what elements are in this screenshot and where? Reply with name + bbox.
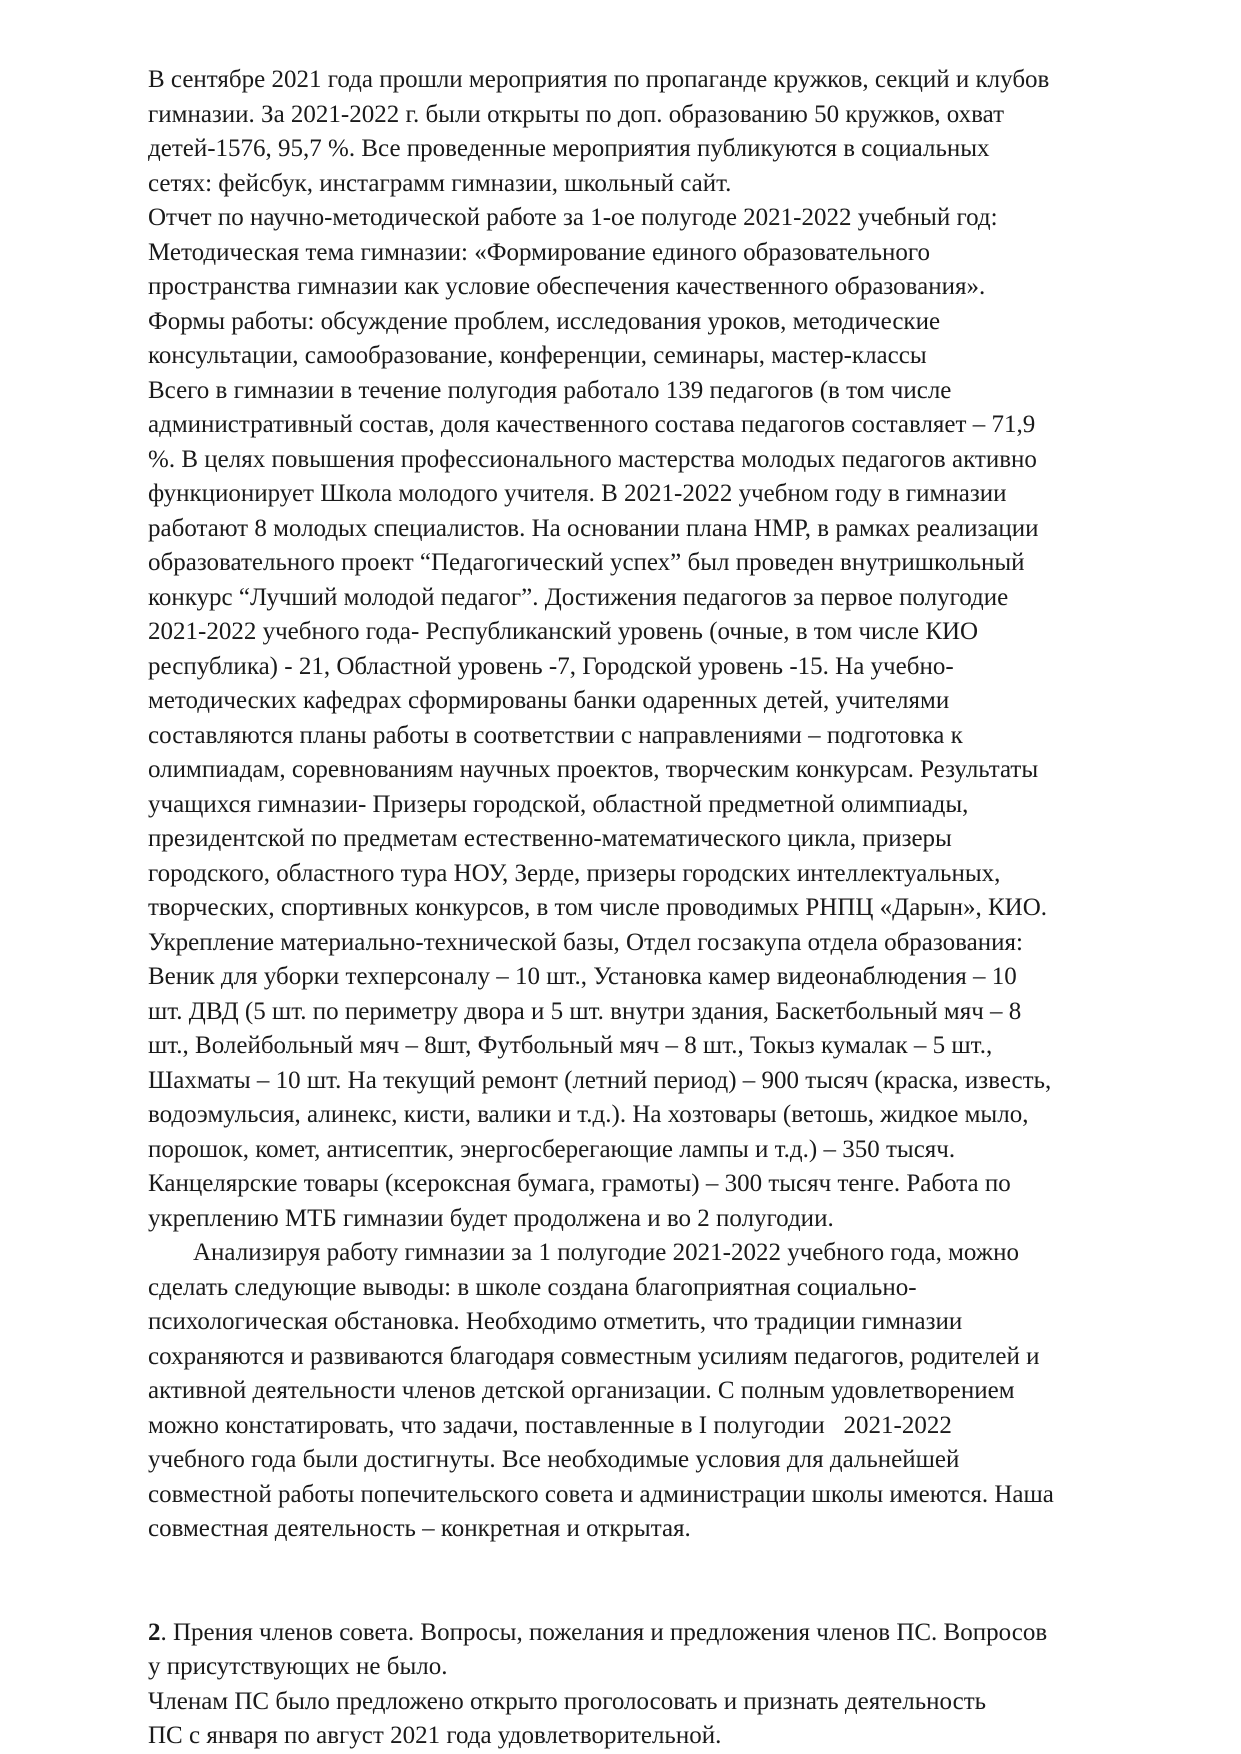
blank-line [148,1547,1193,1582]
text-line: Членам ПС было предложено открыто проголосовать и признать деятельность [148,1687,987,1715]
text-line: шт. ДВД (5 шт. по периметру двора и 5 шт. внутри здания, Баскетбольный мяч – 8 [148,997,1022,1025]
text-line: составляются планы работы в соответствии с направлениями – подготовка к [148,721,963,749]
paragraph-block-2-conclusions [148,1236,1193,1547]
text-line: Всего в гимназии в течение полугодия работало 139 педагогов (в том числе [148,376,952,404]
text-line: активной деятельности членов детской организации. С полным удовлетворением [148,1377,1015,1404]
text-line: порошок, комет, антисептик, энергосберегающие лампы и т.д.) – 350 тысяч. [148,1135,956,1163]
text-line: совместной работы попечительского совета и администрации школы имеются. Наша [148,1480,1054,1508]
text-line: Укрепление материально-технической базы, Отдел госзакупа отдела образования: [148,928,1023,956]
text-line: укреплению МТБ гимназии будет продолжена и во 2 полугодии. [148,1204,834,1232]
text-line: совместная деятельность – конкретная и открытая. [148,1515,691,1542]
text-line: Отчет по научно-методической работе за 1-ое полугоде 2021-2022 учебный год: [148,204,998,231]
text-line: сделать следующие выводы: в школе создана благоприятная социально- [148,1273,917,1301]
text-line: гимназии. За 2021-2022 г. были открыты по доп. образованию 50 кружков, охват [148,100,1005,128]
text-line: ПС с января по август 2021 года удовлетворительной. [148,1722,722,1749]
text-line: пространства гимназии как условие обеспечения качественного образования». [148,273,986,300]
text-line: олимпиадам, соревнованиям научных проектов, творческим конкурсам. Результаты [148,756,1039,783]
paragraph-block-1 [148,63,1193,1236]
blank-line [148,1581,1193,1616]
text-line: детей-1576, 95,7 %. Все проведенные мероприятия публикуются в социальных [148,135,990,162]
text-line: административный состав, доля качественного состава педагогов составляет – 71,9 [148,411,1036,438]
text-line: В сентябре 2021 года прошли мероприятия по пропаганде кружков, секций и клубов [148,66,1050,93]
text-line: Шахматы – 10 шт. На текущий ремонт (летний период) – 900 тысяч (краска, известь, [148,1066,1052,1094]
text-line: Веник для уборки техперсоналу – 10 шт., Установка камер видеонаблюдения – 10 [148,963,1017,990]
text-line: республика) - 21, Областной уровень -7, Городской уровень -15. На учебно- [148,652,954,680]
text-line: шт., Волейбольный мяч – 8шт, Футбольный мяч – 8 шт., Токыз кумалак – 5 шт., [148,1032,993,1059]
text-line: Формы работы: обсуждение проблем, исследования уроков, методические [148,307,941,335]
text-line: творческих, спортивных конкурсов, в том числе проводимых РНПЦ «Дарын», КИО. [148,894,1048,921]
text-line: президентской по предметам естественно-математического цикла, призеры [148,825,952,852]
text-line: психологическая обстановка. Необходимо отметить, что традиции гимназии [148,1308,963,1335]
text-line: у присутствующих не было. [148,1653,448,1680]
text-line: методических кафедрах сформированы банки одаренных детей, учителями [148,687,950,714]
text-line: %. В целях повышения профессионального мастерства молодых педагогов активно [148,445,1037,473]
text-line: консультации, самообразование, конференции, семинары, мастер-классы [148,342,927,369]
text-line: Канцелярские товары (ксероксная бумага, грамоты) – 300 тысяч тенге. Работа по [148,1170,1011,1197]
text-line: сетях: фейсбук, инстаграмм гимназии, школьный сайт. [148,169,732,197]
text-line: сохраняются и развиваются благодаря совместным усилиям педагогов, родителей и [148,1342,1040,1370]
text-line: Анализируя работу гимназии за 1 полугодие 2021-2022 учебного года, можно [193,1239,1019,1266]
text-line: 2021-2022 учебного года- Республиканский уровень (очные, в том числе КИО [148,618,979,645]
document-page [148,63,1193,1754]
text-line: образовательного проект “Педагогический успех” был проведен внутришкольный [148,549,1025,576]
agenda-item-2-first-line [148,1616,1193,1651]
text-line: можно констатировать, что задачи, поставленные в I полугодии 2021-2022 [148,1411,952,1439]
text-line: водоэмульсия, алинекс, кисти, валики и т.д.). На хозтовары (ветошь, жидкое мыло, [148,1101,1029,1128]
agenda-item-number: 2 [148,1618,161,1646]
agenda-item-2 [148,1616,1193,1754]
text-line: функционирует Школа молодого учителя. В 2021-2022 учебном году в гимназии [148,480,1007,507]
text-line: учащихся гимназии- Призеры городской, областной предметной олимпиады, [148,790,969,818]
text-line: учебного года были достигнуты. Все необходимые условия для дальнейшей [148,1446,960,1473]
text-line: работают 8 молодых специалистов. На основании плана НМР, в рамках реализации [148,514,1039,542]
text-line: конкурс “Лучший молодой педагог”. Достижения педагогов за первое полугодие [148,583,1009,611]
text-line: Методическая тема гимназии: «Формирование единого образовательного [148,238,930,266]
text-line: городского, областного тура НОУ, Зерде, призеры городских интеллектуальных, [148,859,1001,887]
text-line: . Прения членов совета. Вопросы, пожелания и предложения членов ПС. Вопросов [160,1618,1048,1646]
